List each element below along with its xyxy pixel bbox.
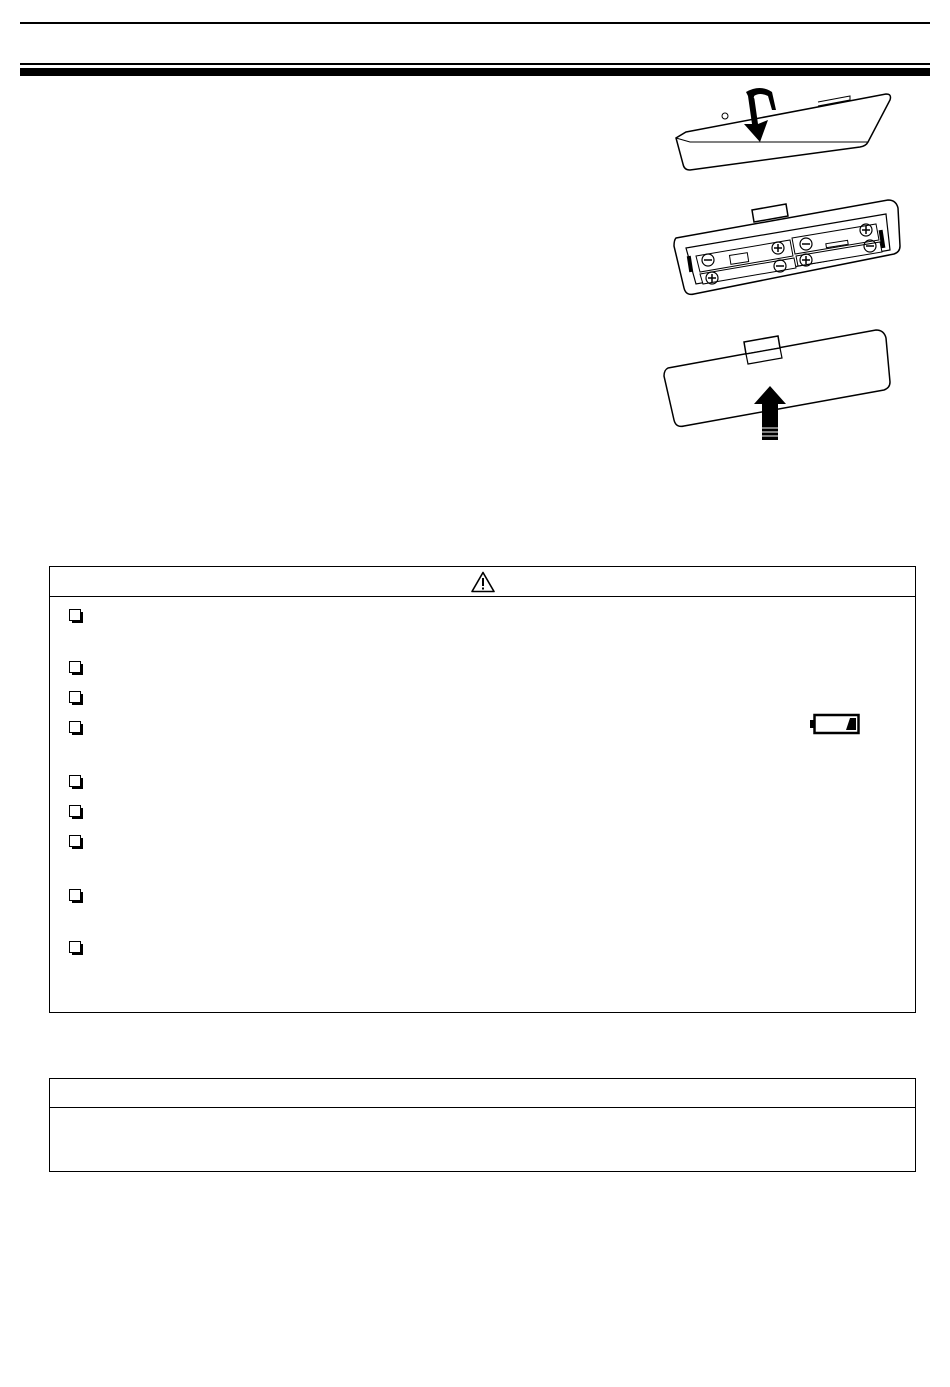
caution-header [50,567,915,597]
note-header [50,1079,915,1108]
battery-cover-open-illustration [668,80,900,180]
section-rule-thick [20,68,930,76]
note-box [49,1078,916,1172]
checkbox-icon [69,805,81,817]
header-rule [20,22,930,24]
checkbox-icon [69,691,81,703]
caution-box [49,566,916,1013]
checkbox-icon [69,721,81,733]
checkbox-icon [69,661,81,673]
battery-compartment-illustration [666,198,902,302]
section-rule-thin [20,63,930,65]
checkbox-icon [69,775,81,787]
battery-cover-close-illustration [658,328,898,444]
checkbox-icon [69,889,81,901]
checkbox-icon [69,835,81,847]
checkbox-icon [69,609,81,621]
warning-triangle-icon [471,571,495,593]
checkbox-icon [69,941,81,953]
low-battery-icon [810,713,860,735]
